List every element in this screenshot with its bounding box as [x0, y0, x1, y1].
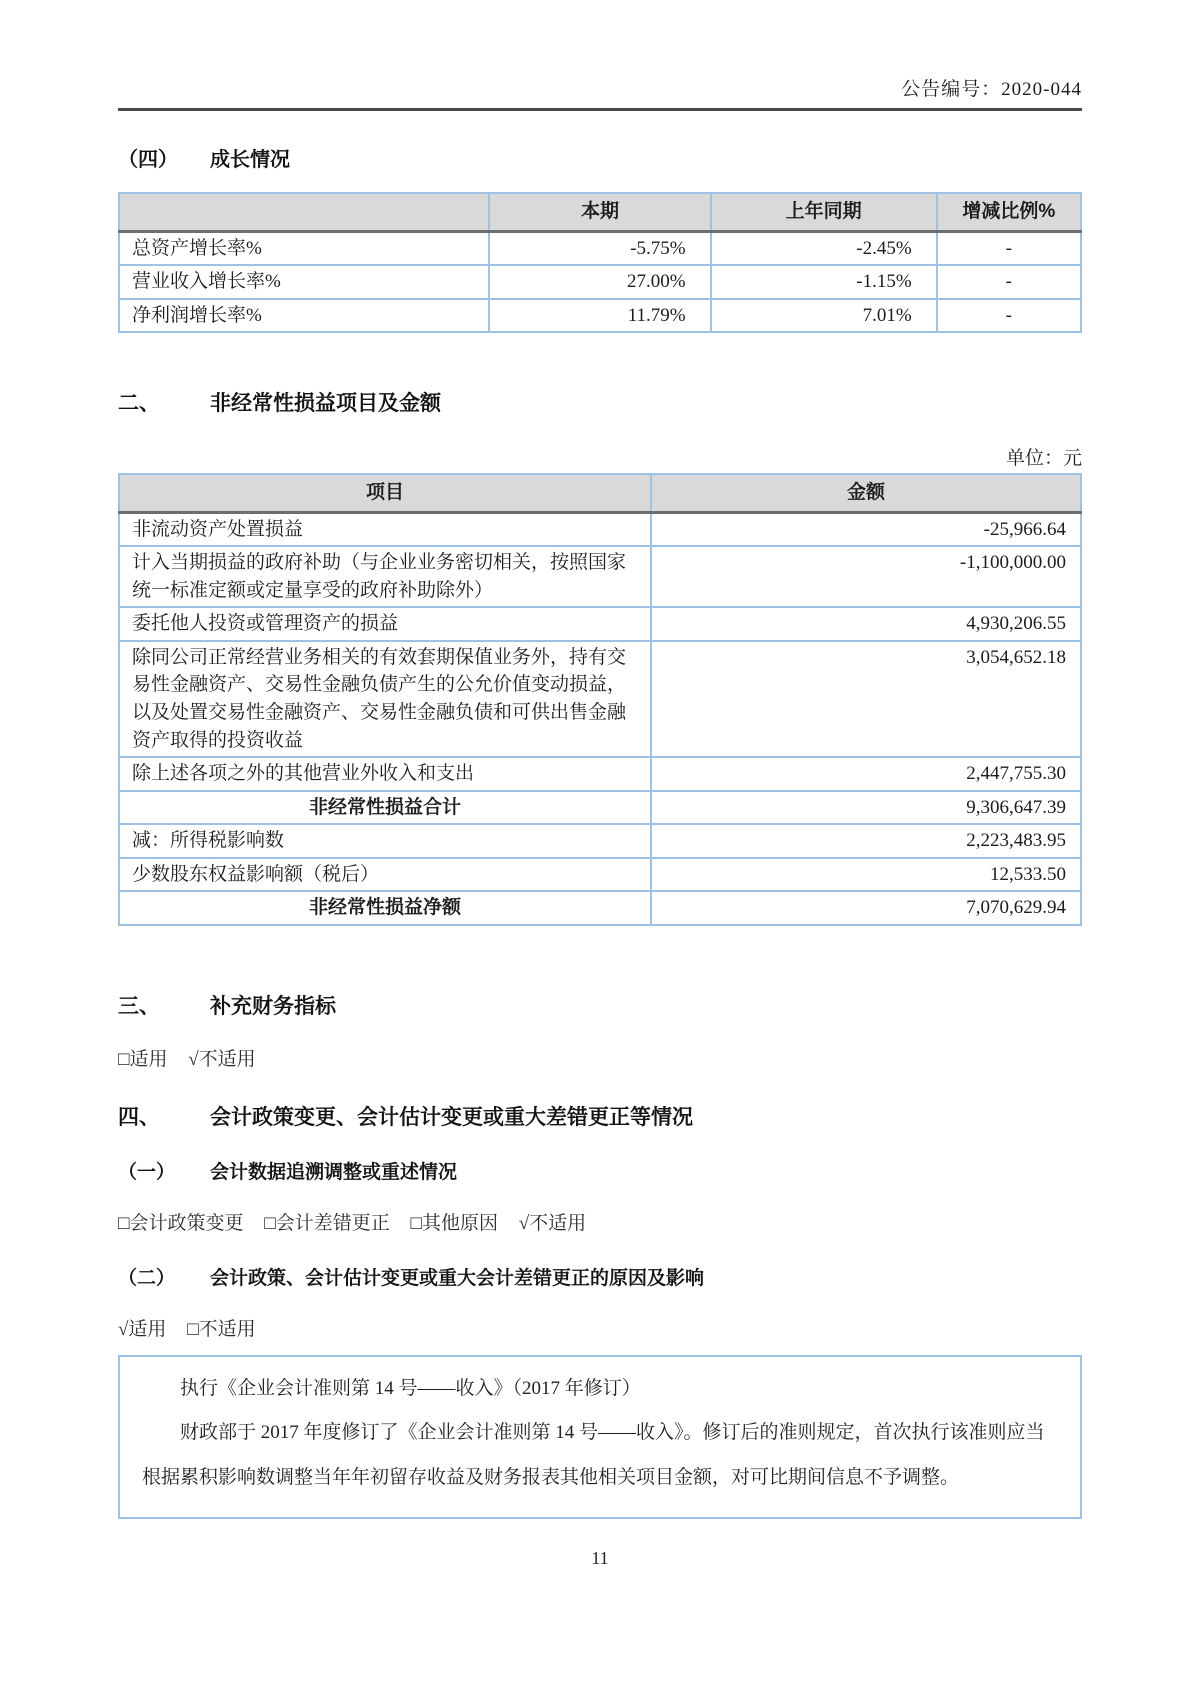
metric-prior: 7.01% — [711, 299, 937, 333]
section-growth-title: 成长情况 — [210, 149, 290, 171]
metric-current: -5.75% — [489, 231, 710, 265]
part2-number: （二） — [118, 1267, 176, 1289]
item-name: 非经常性损益净额 — [119, 891, 651, 925]
table-row — [119, 824, 1081, 858]
item-amount: -1,100,000.00 — [651, 546, 1081, 607]
section-three-number: 三、 — [118, 994, 160, 1018]
note-paragraph-2: 财政部于 2017 年度修订了《企业会计准则第 14 号——收入》。修订后的准则规定，首次执行该准则应当根据累积影响数调整当年年初留存收益及财务报表其他相关项目金额，对可比期间信息不予调整。 — [142, 1422, 1045, 1489]
item-amount: 7,070,629.94 — [651, 891, 1081, 925]
section-four-title: 会计政策变更、会计估计变更或重大差错更正等情况 — [210, 1105, 693, 1129]
item-amount: 2,447,755.30 — [651, 757, 1081, 791]
section-four-part1-heading — [118, 1157, 1082, 1184]
section-three-heading — [118, 990, 1082, 1020]
table-row — [119, 231, 1081, 265]
section-three-applicability — [118, 1044, 1082, 1071]
items-table-header-row — [119, 474, 1081, 512]
item-amount: 3,054,652.18 — [651, 641, 1081, 757]
item-name: 少数股东权益影响额（税后） — [119, 858, 651, 892]
unit-note: 单位：元 — [1005, 448, 1082, 470]
section-two-title: 非经常性损益项目及金额 — [210, 392, 441, 416]
section-three-title: 补充财务指标 — [210, 994, 336, 1018]
table-row — [119, 512, 1081, 546]
checkbox-option-not-applicable: √不适用 — [518, 1212, 587, 1234]
item-amount: 4,930,206.55 — [651, 607, 1081, 641]
page-number: 11 — [591, 1548, 609, 1568]
part1-number: （一） — [118, 1161, 176, 1183]
checkbox-option-applicable: □适用 — [118, 1048, 168, 1070]
item-name: 计入当期损益的政府补助（与企业业务密切相关，按照国家统一标准定额或定量享受的政府补助除外） — [119, 546, 651, 607]
item-amount: 12,533.50 — [651, 858, 1081, 892]
part1-title: 会计数据追溯调整或重述情况 — [210, 1161, 458, 1183]
checkbox-option-not-applicable: □不适用 — [187, 1318, 256, 1340]
metric-prior: -2.45% — [711, 231, 937, 265]
metric-change: - — [937, 265, 1081, 299]
section-growth-number: （四） — [118, 149, 178, 171]
growth-header-current: 本期 — [489, 193, 710, 231]
table-row — [119, 265, 1081, 299]
part1-options — [118, 1208, 1082, 1235]
section-four-number: 四、 — [118, 1105, 160, 1129]
item-amount: -25,966.64 — [651, 512, 1081, 546]
item-name: 减：所得税影响数 — [119, 824, 651, 858]
net-total-row — [119, 891, 1081, 925]
section-four-heading — [118, 1101, 1082, 1131]
table-row — [119, 858, 1081, 892]
item-name: 非流动资产处置损益 — [119, 512, 651, 546]
item-name: 委托他人投资或管理资产的损益 — [119, 607, 651, 641]
item-amount: 2,223,483.95 — [651, 824, 1081, 858]
item-amount: 9,306,647.39 — [651, 791, 1081, 825]
checkbox-option-error-correction: □会计差错更正 — [264, 1212, 390, 1234]
growth-header-prior: 上年同期 — [711, 193, 937, 231]
section-two-number: 二、 — [118, 392, 160, 416]
growth-table — [118, 192, 1082, 333]
item-name: 非经常性损益合计 — [119, 791, 651, 825]
accounting-policy-note-box — [118, 1355, 1082, 1519]
section-growth-heading — [118, 143, 1082, 172]
item-name: 除同公司正常经营业务相关的有效套期保值业务外，持有交易性金融资产、交易性金融负债产生的公允价值变动损益，以及处置交易性金融资产、交易性金融负债和可供出售金融资产取得的投资收益 — [119, 641, 651, 757]
metric-prior: -1.15% — [711, 265, 937, 299]
note-paragraph-1: 执行《企业会计准则第 14 号——收入》（2017 年修订） — [180, 1377, 641, 1399]
metric-label: 营业收入增长率% — [119, 265, 489, 299]
metric-current: 27.00% — [489, 265, 710, 299]
checkbox-option-not-applicable: √不适用 — [188, 1048, 256, 1070]
items-header-amount: 金额 — [651, 474, 1081, 512]
table-row — [119, 299, 1081, 333]
checkbox-option-applicable: √适用 — [118, 1318, 167, 1340]
metric-change: - — [937, 299, 1081, 333]
subtotal-row — [119, 791, 1081, 825]
header-divider — [118, 108, 1082, 111]
part2-options — [118, 1314, 1082, 1341]
section-two-heading — [118, 387, 1082, 417]
metric-label: 净利润增长率% — [119, 299, 489, 333]
table-row — [119, 641, 1081, 757]
growth-header-change: 增减比例% — [937, 193, 1081, 231]
metric-change: - — [937, 231, 1081, 265]
metric-current: 11.79% — [489, 299, 710, 333]
items-header-item: 项目 — [119, 474, 651, 512]
table-row — [119, 757, 1081, 791]
non-recurring-items-table — [118, 473, 1082, 926]
growth-table-header-row — [119, 193, 1081, 231]
part2-title: 会计政策、会计估计变更或重大会计差错更正的原因及影响 — [210, 1267, 705, 1289]
growth-header-blank — [119, 193, 489, 231]
checkbox-option-other-reason: □其他原因 — [410, 1212, 498, 1234]
metric-label: 总资产增长率% — [119, 231, 489, 265]
section-four-part2-heading — [118, 1263, 1082, 1290]
table-row — [119, 546, 1081, 607]
item-name: 除上述各项之外的其他营业外收入和支出 — [119, 757, 651, 791]
table-row — [119, 607, 1081, 641]
checkbox-option-policy-change: □会计政策变更 — [118, 1212, 244, 1234]
announcement-number: 公告编号：2020-044 — [901, 79, 1082, 100]
